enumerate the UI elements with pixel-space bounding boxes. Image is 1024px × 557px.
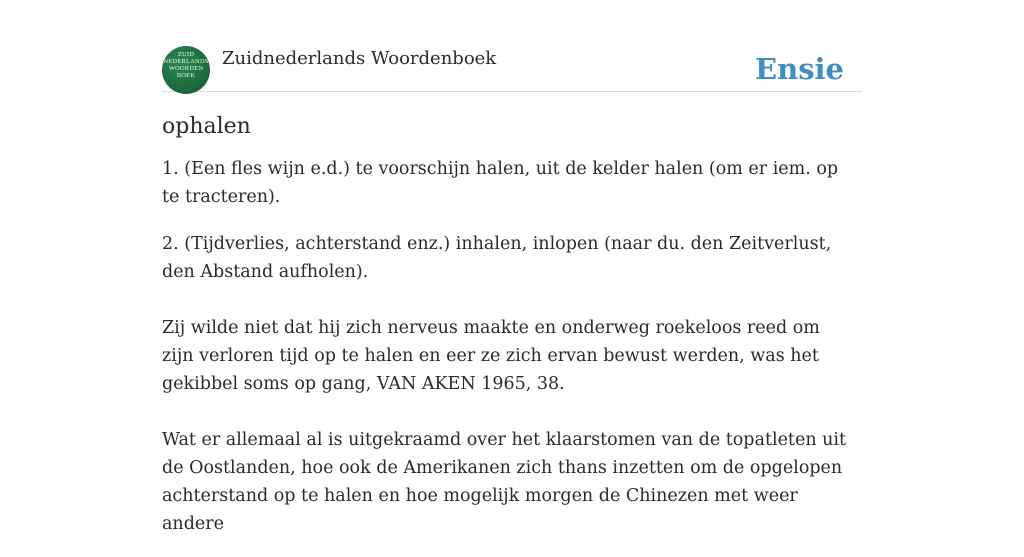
spacer [162, 417, 852, 426]
entry-content [162, 114, 852, 557]
logo-line: NEDERLANDS [163, 58, 209, 65]
entry-headword: ophalen [162, 114, 251, 139]
definition-2: 2. (Tijdverlies, achterstand enz.) inhalen, inlopen (naar du. den Zeitverlust, den Abstand aufholen). [162, 234, 832, 282]
logo-line: ZUID [177, 51, 195, 58]
spacer [162, 305, 852, 314]
dictionary-logo[interactable] [162, 46, 210, 94]
example-1: Zij wilde niet dat hij zich nerveus maakte en onderweg roekeloos reed om zijn verloren tijd op te halen en eer ze zich ervan bewust werden, was het gekibbel soms op gang, VAN AKEN 1965, 38. [162, 318, 820, 394]
ensie-logo-link[interactable]: Ensie [755, 52, 844, 86]
logo-line: WOORDEN [168, 65, 204, 72]
example-2: Wat er allemaal al is uitgekraamd over het klaarstomen van de topatleten uit de Oostlanden, hoe ook de Amerikanen zich thans inzetten om de opgelopen achterstand op te halen en hoe mogelijk morgen de Chinezen met weer andere [162, 430, 847, 534]
source-title-link[interactable]: Zuidnederlands Woordenboek [222, 48, 497, 69]
logo-text [162, 51, 210, 79]
logo-line: BOEK [176, 72, 196, 79]
definition-1: 1. (Een fles wijn e.d.) te voorschijn halen, uit de kelder halen (om er iem. op te tracteren). [162, 159, 839, 207]
header [162, 44, 862, 92]
